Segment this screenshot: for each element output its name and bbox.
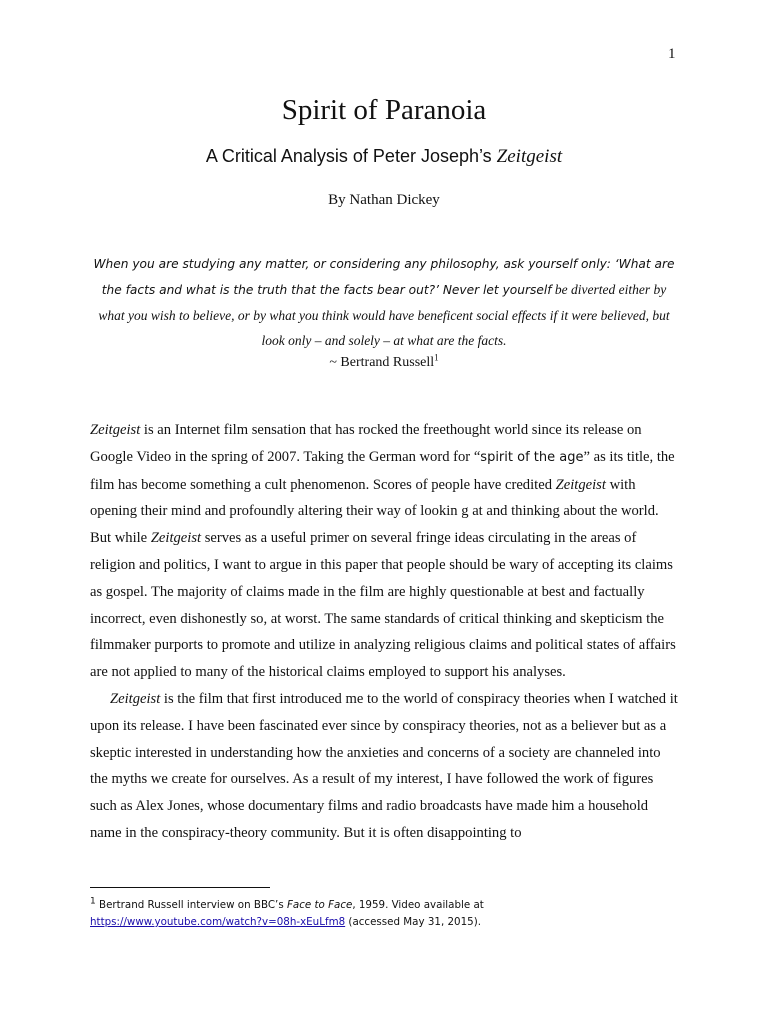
footnote-reference[interactable]: 1 <box>434 352 439 363</box>
paragraph-text: with opening their mind and profoundly altering their way of lookin g at and thinking about the world. But while <box>90 476 659 547</box>
byline: By Nathan Dickey <box>328 192 440 208</box>
epigraph-quote <box>88 251 680 353</box>
footnote-number: 1 <box>90 896 96 907</box>
paragraph-text: serves as a useful primer on several fringe ideas circulating in the areas of religion and politics, I want to argue in this paper that people should be wary of accepting its claims as gospel. The majority of claims made in the film are highly questionable at best and factually incorrect, even dishonestly so, at worst. The same standards of critical thinking and skepticism the filmmaker purports to promote and utilize in analyzing religious claims and political states of affairs are not applied to many of the historical claims employed to support his analyses. <box>90 530 676 681</box>
film-title: Zeitgeist <box>150 530 202 547</box>
document-subtitle <box>0 145 768 168</box>
footnote-text: Bertrand Russell interview on BBC’s <box>95 899 287 911</box>
paragraph-text: is the film that first introduced me to the world of conspiracy theories when I watched it upon its release. I have been fascinated ever since by conspiracy theories, not as a believer but as a skeptic interested in understanding how the anxieties and concerns of a society are channeled into the myths we create for ourselves. As a result of my interest, I have followed the work of figures such as Alex Jones, whose documentary films and radio broadcasts have made him a household name in the conspiracy-theory community. But it is often disappointing to <box>90 690 678 841</box>
subtitle-text: A Critical Analysis of Peter Joseph’s <box>205 146 497 166</box>
quoted-phrase: spirit of the age <box>480 449 584 465</box>
paragraph-text: ” as its title, the film has become something a cult phenomenon. Scores of people have credited <box>90 448 675 493</box>
epigraph-quote-part-2: be diverted either by what you wish to believe, or by what you think would have beneficent social effects if it were believed, but look only – and solely – at what are the facts. <box>98 282 670 348</box>
footnote-text: (accessed May 31, 2015). <box>345 916 481 928</box>
footnote-divider <box>90 887 270 888</box>
footnote-show-title: Face to Face <box>286 899 353 911</box>
epigraph-quote-part-1: When you are studying any matter, or considering any philosophy, ask yourself only: ‘What are the facts and what is the truth that the facts bear out?’ Never let yourself <box>93 257 675 297</box>
film-title: Zeitgeist <box>555 476 606 493</box>
paragraph-1 <box>90 417 680 686</box>
film-title: Zeitgeist <box>90 422 141 438</box>
paragraph-2 <box>90 686 680 847</box>
page-number: 1 <box>668 46 676 62</box>
paragraph-text: is an Internet film sensation that has rocked the freethought world since its release on Google Video in the spring of 2007. Taking the German word for “ <box>90 422 642 465</box>
footnote-video-link[interactable]: https://www.youtube.com/watch?v=08h-xEuLfm8 <box>90 916 346 928</box>
epigraph-attribution <box>0 354 768 372</box>
attribution-text: ~ Bertrand Russell <box>329 355 435 370</box>
footnote-text: , 1959. Video available at <box>352 899 484 911</box>
subtitle-film-title: Zeitgeist <box>496 146 563 167</box>
document-title: Spirit of Paranoia <box>281 94 487 126</box>
body-text <box>90 417 680 847</box>
film-title: Zeitgeist <box>110 690 161 707</box>
footnote <box>90 897 680 931</box>
